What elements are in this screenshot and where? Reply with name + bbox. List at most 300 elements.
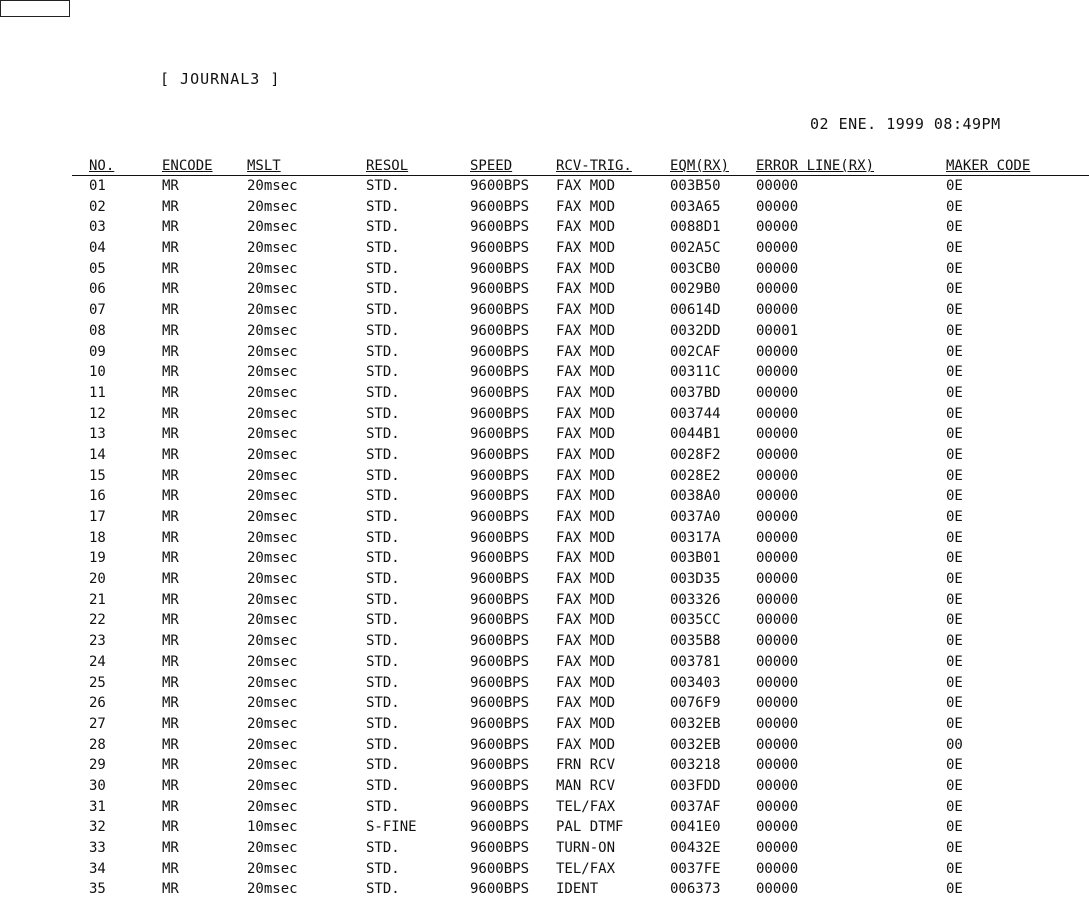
cell-maker-code: 0E — [946, 777, 963, 794]
cell-resol: STD. — [366, 384, 400, 401]
cell-eqm: 0029B0 — [670, 281, 721, 298]
cell-rcv-trig: FAX MOD — [556, 198, 616, 215]
table-row — [0, 549, 1089, 570]
cell-rcv-trig: FAX MOD — [556, 612, 616, 629]
cell-rcv-trig: FAX MOD — [556, 529, 616, 546]
table-row — [0, 798, 1089, 819]
table-row — [0, 818, 1089, 839]
cell-eqm: 00317A — [670, 529, 721, 546]
cell-resol: STD. — [366, 860, 400, 877]
cell-no: 15 — [89, 467, 106, 484]
cell-error-line: 00000 — [756, 446, 799, 463]
table-row — [0, 280, 1089, 301]
cell-no: 23 — [89, 633, 106, 650]
cell-speed: 9600BPS — [470, 757, 530, 774]
cell-mslt: 20msec — [247, 405, 298, 422]
cell-no: 03 — [89, 219, 106, 236]
cell-no: 08 — [89, 322, 106, 339]
cell-no: 28 — [89, 736, 106, 753]
cell-eqm: 003744 — [670, 405, 721, 422]
cell-no: 34 — [89, 860, 106, 877]
cell-eqm: 003A65 — [670, 198, 721, 215]
cell-rcv-trig: FAX MOD — [556, 633, 616, 650]
corner-box — [0, 0, 70, 17]
cell-speed: 9600BPS — [470, 819, 530, 836]
cell-rcv-trig: FAX MOD — [556, 426, 616, 443]
cell-error-line: 00000 — [756, 281, 799, 298]
cell-speed: 9600BPS — [470, 384, 530, 401]
cell-resol: STD. — [366, 550, 400, 567]
cell-maker-code: 0E — [946, 653, 963, 670]
cell-eqm: 002CAF — [670, 343, 721, 360]
cell-encode: MR — [162, 612, 179, 629]
cell-speed: 9600BPS — [470, 571, 530, 588]
cell-rcv-trig: FAX MOD — [556, 550, 616, 567]
cell-eqm: 003781 — [670, 653, 721, 670]
cell-speed: 9600BPS — [470, 695, 530, 712]
cell-no: 21 — [89, 591, 106, 608]
cell-no: 12 — [89, 405, 106, 422]
cell-mslt: 20msec — [247, 653, 298, 670]
table-row — [0, 632, 1089, 653]
table-row — [0, 363, 1089, 384]
cell-no: 18 — [89, 529, 106, 546]
cell-resol: STD. — [366, 467, 400, 484]
cell-mslt: 20msec — [247, 322, 298, 339]
cell-encode: MR — [162, 736, 179, 753]
table-row — [0, 425, 1089, 446]
cell-maker-code: 0E — [946, 343, 963, 360]
cell-error-line: 00000 — [756, 302, 799, 319]
cell-mslt: 20msec — [247, 881, 298, 898]
cell-rcv-trig: FRN RCV — [556, 757, 616, 774]
col-header-mslt: MSLT — [247, 158, 281, 174]
cell-rcv-trig: TEL/FAX — [556, 860, 616, 877]
cell-encode: MR — [162, 715, 179, 732]
cell-no: 17 — [89, 509, 106, 525]
cell-eqm: 00432E — [670, 840, 721, 856]
cell-rcv-trig: FAX MOD — [556, 322, 616, 339]
cell-eqm: 0037FE — [670, 860, 721, 877]
cell-speed: 9600BPS — [470, 653, 530, 670]
cell-rcv-trig: IDENT — [556, 881, 599, 898]
table-row — [0, 260, 1089, 281]
cell-rcv-trig: FAX MOD — [556, 260, 616, 277]
cell-encode: MR — [162, 364, 179, 381]
cell-eqm: 003CB0 — [670, 260, 721, 277]
cell-maker-code: 0E — [946, 281, 963, 298]
cell-speed: 9600BPS — [470, 798, 530, 815]
cell-resol: STD. — [366, 715, 400, 732]
cell-speed: 9600BPS — [470, 364, 530, 381]
cell-mslt: 20msec — [247, 426, 298, 443]
cell-encode: MR — [162, 509, 179, 525]
cell-mslt: 20msec — [247, 509, 298, 525]
cell-eqm: 006373 — [670, 881, 721, 898]
cell-speed: 9600BPS — [470, 343, 530, 360]
col-header-resol: RESOL — [366, 158, 409, 174]
print-datetime: 02 ENE. 1999 08:49PM — [810, 115, 1001, 133]
cell-encode: MR — [162, 757, 179, 774]
table-row — [0, 570, 1089, 591]
cell-resol: STD. — [366, 633, 400, 650]
cell-resol: STD. — [366, 509, 400, 525]
cell-mslt: 20msec — [247, 695, 298, 712]
cell-mslt: 20msec — [247, 840, 298, 856]
cell-eqm: 00311C — [670, 364, 721, 381]
cell-eqm: 0028E2 — [670, 467, 721, 484]
cell-no: 30 — [89, 777, 106, 794]
cell-encode: MR — [162, 405, 179, 422]
cell-speed: 9600BPS — [470, 488, 530, 505]
cell-error-line: 00000 — [756, 240, 799, 257]
cell-speed: 9600BPS — [470, 281, 530, 298]
table-row — [0, 839, 1089, 860]
cell-maker-code: 0E — [946, 571, 963, 588]
cell-maker-code: 0E — [946, 840, 963, 856]
cell-error-line: 00000 — [756, 840, 799, 856]
table-row — [0, 756, 1089, 777]
cell-mslt: 20msec — [247, 240, 298, 257]
cell-mslt: 20msec — [247, 260, 298, 277]
cell-encode: MR — [162, 281, 179, 298]
cell-speed: 9600BPS — [470, 591, 530, 608]
cell-mslt: 20msec — [247, 633, 298, 650]
cell-error-line: 00000 — [756, 343, 799, 360]
cell-resol: STD. — [366, 653, 400, 670]
cell-mslt: 20msec — [247, 364, 298, 381]
cell-eqm: 0028F2 — [670, 446, 721, 463]
cell-mslt: 20msec — [247, 384, 298, 401]
cell-maker-code: 0E — [946, 550, 963, 567]
table-row — [0, 736, 1089, 757]
cell-no: 16 — [89, 488, 106, 505]
cell-resol: STD. — [366, 840, 400, 856]
cell-error-line: 00000 — [756, 260, 799, 277]
cell-mslt: 20msec — [247, 736, 298, 753]
cell-error-line: 00000 — [756, 695, 799, 712]
cell-no: 24 — [89, 653, 106, 670]
cell-eqm: 0037AF — [670, 798, 721, 815]
cell-resol: STD. — [366, 198, 400, 215]
col-header-rcv-trig: RCV-TRIG. — [556, 158, 632, 174]
table-row — [0, 218, 1089, 239]
cell-error-line: 00000 — [756, 219, 799, 236]
cell-encode: MR — [162, 446, 179, 463]
table-header — [0, 158, 1089, 176]
cell-speed: 9600BPS — [470, 405, 530, 422]
cell-encode: MR — [162, 219, 179, 236]
cell-speed: 9600BPS — [470, 674, 530, 691]
cell-no: 01 — [89, 178, 106, 194]
cell-encode: MR — [162, 653, 179, 670]
cell-error-line: 00000 — [756, 612, 799, 629]
cell-resol: STD. — [366, 240, 400, 257]
cell-error-line: 00000 — [756, 178, 799, 194]
cell-speed: 9600BPS — [470, 322, 530, 339]
cell-encode: MR — [162, 550, 179, 567]
cell-maker-code: 0E — [946, 467, 963, 484]
cell-speed: 9600BPS — [470, 881, 530, 898]
cell-eqm: 0076F9 — [670, 695, 721, 712]
cell-mslt: 20msec — [247, 757, 298, 774]
cell-encode: MR — [162, 343, 179, 360]
cell-maker-code: 0E — [946, 633, 963, 650]
cell-encode: MR — [162, 674, 179, 691]
cell-resol: STD. — [366, 364, 400, 381]
cell-no: 09 — [89, 343, 106, 360]
table-row — [0, 198, 1089, 219]
cell-encode: MR — [162, 777, 179, 794]
cell-resol: STD. — [366, 695, 400, 712]
cell-no: 10 — [89, 364, 106, 381]
cell-maker-code: 0E — [946, 509, 963, 525]
cell-maker-code: 0E — [946, 322, 963, 339]
cell-no: 13 — [89, 426, 106, 443]
cell-error-line: 00000 — [756, 591, 799, 608]
cell-speed: 9600BPS — [470, 612, 530, 629]
cell-speed: 9600BPS — [470, 446, 530, 463]
cell-speed: 9600BPS — [470, 777, 530, 794]
cell-eqm: 0044B1 — [670, 426, 721, 443]
cell-resol: STD. — [366, 777, 400, 794]
cell-resol: STD. — [366, 302, 400, 319]
table-row — [0, 777, 1089, 798]
cell-mslt: 20msec — [247, 281, 298, 298]
cell-error-line: 00000 — [756, 364, 799, 381]
cell-resol: STD. — [366, 798, 400, 815]
cell-error-line: 00000 — [756, 819, 799, 836]
table-row — [0, 529, 1089, 550]
cell-resol: STD. — [366, 591, 400, 608]
cell-speed: 9600BPS — [470, 219, 530, 236]
cell-speed: 9600BPS — [470, 198, 530, 215]
cell-error-line: 00000 — [756, 777, 799, 794]
cell-resol: STD. — [366, 529, 400, 546]
cell-maker-code: 0E — [946, 426, 963, 443]
cell-rcv-trig: FAX MOD — [556, 446, 616, 463]
cell-rcv-trig: FAX MOD — [556, 240, 616, 257]
table-row — [0, 715, 1089, 736]
cell-speed: 9600BPS — [470, 426, 530, 443]
cell-encode: MR — [162, 571, 179, 588]
cell-eqm: 003B01 — [670, 550, 721, 567]
cell-mslt: 20msec — [247, 178, 298, 194]
cell-encode: MR — [162, 860, 179, 877]
cell-maker-code: 0E — [946, 819, 963, 836]
cell-eqm: 0032EB — [670, 715, 721, 732]
cell-encode: MR — [162, 240, 179, 257]
cell-resol: STD. — [366, 219, 400, 236]
cell-maker-code: 0E — [946, 240, 963, 257]
cell-error-line: 00000 — [756, 674, 799, 691]
table-row — [0, 177, 1089, 198]
cell-no: 07 — [89, 302, 106, 319]
cell-rcv-trig: FAX MOD — [556, 674, 616, 691]
cell-speed: 9600BPS — [470, 550, 530, 567]
table-row — [0, 301, 1089, 322]
cell-maker-code: 0E — [946, 364, 963, 381]
cell-encode: MR — [162, 633, 179, 650]
cell-resol: STD. — [366, 426, 400, 443]
cell-maker-code: 0E — [946, 860, 963, 877]
cell-eqm: 002A5C — [670, 240, 721, 257]
cell-speed: 9600BPS — [470, 529, 530, 546]
cell-maker-code: 0E — [946, 446, 963, 463]
cell-error-line: 00000 — [756, 488, 799, 505]
cell-rcv-trig: FAX MOD — [556, 591, 616, 608]
cell-encode: MR — [162, 695, 179, 712]
cell-no: 31 — [89, 798, 106, 815]
cell-resol: STD. — [366, 446, 400, 463]
table-row — [0, 674, 1089, 695]
cell-rcv-trig: FAX MOD — [556, 384, 616, 401]
cell-speed: 9600BPS — [470, 736, 530, 753]
cell-maker-code: 0E — [946, 674, 963, 691]
cell-eqm: 0037BD — [670, 384, 721, 401]
cell-resol: STD. — [366, 881, 400, 898]
cell-maker-code: 0E — [946, 488, 963, 505]
cell-error-line: 00000 — [756, 860, 799, 877]
cell-encode: MR — [162, 488, 179, 505]
cell-rcv-trig: MAN RCV — [556, 777, 616, 794]
table-row — [0, 880, 1089, 901]
cell-speed: 9600BPS — [470, 260, 530, 277]
table-row — [0, 405, 1089, 426]
cell-error-line: 00000 — [756, 198, 799, 215]
cell-encode: MR — [162, 322, 179, 339]
cell-mslt: 10msec — [247, 819, 298, 836]
cell-mslt: 20msec — [247, 446, 298, 463]
cell-maker-code: 0E — [946, 384, 963, 401]
table-row — [0, 343, 1089, 364]
cell-mslt: 20msec — [247, 571, 298, 588]
cell-error-line: 00000 — [756, 798, 799, 815]
cell-eqm: 003B50 — [670, 178, 721, 194]
cell-mslt: 20msec — [247, 550, 298, 567]
cell-no: 05 — [89, 260, 106, 277]
cell-resol: STD. — [366, 571, 400, 588]
cell-eqm: 003326 — [670, 591, 721, 608]
cell-error-line: 00000 — [756, 509, 799, 525]
journal-table-body — [0, 177, 1089, 901]
cell-error-line: 00000 — [756, 633, 799, 650]
cell-rcv-trig: FAX MOD — [556, 715, 616, 732]
cell-encode: MR — [162, 591, 179, 608]
cell-mslt: 20msec — [247, 715, 298, 732]
cell-rcv-trig: FAX MOD — [556, 364, 616, 381]
table-row — [0, 384, 1089, 405]
cell-error-line: 00000 — [756, 736, 799, 753]
cell-encode: MR — [162, 260, 179, 277]
cell-speed: 9600BPS — [470, 633, 530, 650]
cell-mslt: 20msec — [247, 467, 298, 484]
cell-no: 33 — [89, 840, 106, 856]
cell-no: 20 — [89, 571, 106, 588]
cell-resol: STD. — [366, 178, 400, 194]
cell-no: 26 — [89, 695, 106, 712]
cell-mslt: 20msec — [247, 198, 298, 215]
cell-rcv-trig: FAX MOD — [556, 509, 616, 525]
cell-resol: STD. — [366, 674, 400, 691]
cell-maker-code: 00 — [946, 736, 963, 753]
cell-maker-code: 0E — [946, 198, 963, 215]
cell-resol: STD. — [366, 736, 400, 753]
cell-rcv-trig: FAX MOD — [556, 571, 616, 588]
table-row — [0, 694, 1089, 715]
cell-no: 27 — [89, 715, 106, 732]
cell-rcv-trig: FAX MOD — [556, 736, 616, 753]
cell-eqm: 0037A0 — [670, 509, 721, 525]
cell-error-line: 00000 — [756, 529, 799, 546]
cell-no: 35 — [89, 881, 106, 898]
cell-speed: 9600BPS — [470, 860, 530, 877]
cell-maker-code: 0E — [946, 695, 963, 712]
cell-rcv-trig: FAX MOD — [556, 219, 616, 236]
journal-title: [ JOURNAL3 ] — [160, 70, 281, 88]
cell-rcv-trig: PAL DTMF — [556, 819, 624, 836]
cell-maker-code: 0E — [946, 715, 963, 732]
cell-error-line: 00000 — [756, 405, 799, 422]
cell-maker-code: 0E — [946, 529, 963, 546]
table-row — [0, 611, 1089, 632]
cell-speed: 9600BPS — [470, 178, 530, 194]
cell-error-line: 00000 — [756, 384, 799, 401]
cell-rcv-trig: FAX MOD — [556, 302, 616, 319]
cell-error-line: 00000 — [756, 653, 799, 670]
cell-no: 32 — [89, 819, 106, 836]
cell-encode: MR — [162, 198, 179, 215]
cell-eqm: 0032EB — [670, 736, 721, 753]
cell-maker-code: 0E — [946, 405, 963, 422]
cell-mslt: 20msec — [247, 612, 298, 629]
cell-resol: STD. — [366, 343, 400, 360]
cell-no: 06 — [89, 281, 106, 298]
col-header-encode: ENCODE — [162, 158, 213, 174]
cell-error-line: 00000 — [756, 426, 799, 443]
cell-no: 29 — [89, 757, 106, 774]
cell-eqm: 0035B8 — [670, 633, 721, 650]
cell-no: 11 — [89, 384, 106, 401]
cell-eqm: 003403 — [670, 674, 721, 691]
cell-mslt: 20msec — [247, 529, 298, 546]
cell-resol: STD. — [366, 281, 400, 298]
cell-rcv-trig: FAX MOD — [556, 281, 616, 298]
cell-mslt: 20msec — [247, 777, 298, 794]
cell-rcv-trig: FAX MOD — [556, 467, 616, 484]
col-header-eqm: EQM(RX) — [670, 158, 730, 174]
cell-eqm: 003FDD — [670, 777, 721, 794]
table-row — [0, 239, 1089, 260]
cell-encode: MR — [162, 384, 179, 401]
cell-encode: MR — [162, 840, 179, 856]
cell-resol: STD. — [366, 488, 400, 505]
cell-mslt: 20msec — [247, 302, 298, 319]
cell-speed: 9600BPS — [470, 715, 530, 732]
cell-rcv-trig: FAX MOD — [556, 178, 616, 194]
cell-eqm: 0041E0 — [670, 819, 721, 836]
cell-error-line: 00001 — [756, 322, 799, 339]
cell-mslt: 20msec — [247, 219, 298, 236]
cell-rcv-trig: FAX MOD — [556, 405, 616, 422]
cell-no: 02 — [89, 198, 106, 215]
cell-error-line: 00000 — [756, 715, 799, 732]
table-row — [0, 322, 1089, 343]
cell-eqm: 003D35 — [670, 571, 721, 588]
col-header-speed: SPEED — [470, 158, 513, 174]
col-header-maker-code: MAKER CODE — [946, 158, 1031, 174]
cell-encode: MR — [162, 426, 179, 443]
